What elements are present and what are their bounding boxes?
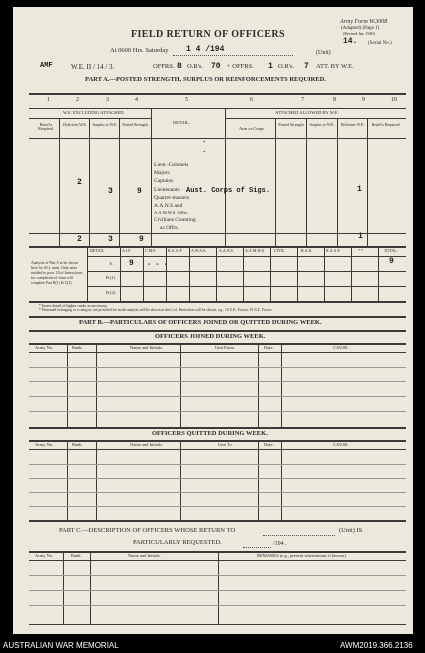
typed-deficient-att: 1 (357, 185, 362, 194)
serial-label: (Serial No.) (368, 41, 392, 46)
part-c-header-row: Army No. Rank. Name and Initials. REMARKS (e.g., present whereabouts if known). (35, 553, 347, 558)
analysis-total-value: 9 (389, 257, 394, 266)
analysis-row-b1: B.(1) (106, 275, 116, 280)
rank-item: A.A.N.S and (154, 203, 183, 210)
footnote-2: * Personnel belonging to a category not provided for in the analysis will be shown in this Col. Particulars will be shown, e.g., 10 U.K. Forces; 10 N.Z. Forces (39, 308, 272, 312)
joined-title: OFFICERS JOINED DURING WEEK. (155, 333, 266, 340)
typed-surplus: 3 (108, 187, 113, 196)
header-reinf-required: Reinf'ts Required. (38, 122, 54, 131)
joined-header-row: Army No. Rank. Name and Initials. Unit From. Date. CAUSE. (35, 345, 349, 350)
header-deficient-we: Deficient W.E. (63, 122, 87, 127)
footer-institution: AUSTRALIAN WAR MEMORIAL (3, 641, 119, 650)
plus-offrs-label: + OFFRS. (227, 63, 254, 70)
ors-value: 70 (211, 62, 221, 71)
ors2-label: O.R's. (278, 63, 294, 70)
analysis-instructions: Analysis of Part A to be shown here for ALL units. Only units entitled to para. 18 of Instructions for completion of form will complete Part B(1) & C(2). (31, 261, 83, 285)
rank-item: A.A.M.W.S. Offrs. (154, 210, 189, 216)
rank-item: Lieutenants (154, 186, 180, 193)
we-prefix: AMF (40, 62, 53, 70)
plus-offrs-value: 1 (268, 62, 273, 71)
form-adapted: (Adapted) (Page 1) (341, 26, 380, 31)
analysis-row-b2: B.(2) (106, 290, 116, 295)
column-numbers-row: 1 2 3 4 5 6 7 8 9 10 (47, 97, 397, 103)
we-excluding-attached-header: W.E. EXCLUDING ATTACHED. (63, 110, 125, 115)
ors2-value: 7 (304, 62, 309, 71)
header-surplus-we: Surplus to W.E. (92, 122, 118, 127)
footnote-1: * Insert detail of higher ranks as necessary. (39, 303, 108, 308)
rank-item: as Offrs. (160, 225, 179, 232)
at-hours-line: At 0600 Hrs. Saturday (110, 47, 169, 54)
typed-deficient: 2 (77, 178, 82, 187)
quitted-title: OFFICERS QUITTED DURING WEEK. (152, 430, 268, 437)
header-deficient-we-att: Deficient W.E. (340, 122, 365, 127)
analysis-aif-value: 9 (129, 259, 134, 268)
we-established: W.E. II / 14 / 3. (71, 63, 115, 71)
part-c-requested: PARTICULARLY REQUESTED. (133, 539, 222, 546)
header-posted-strength-att: Posted Strength. (278, 122, 305, 127)
unit-label: (Unit) (316, 50, 331, 56)
offrs-value: 8 (177, 62, 182, 71)
ranks-list (154, 161, 224, 233)
part-a-title: PART A.—POSTED STRENGTH, SURPLUS OR REINFORCEMENTS REQUIRED. (85, 76, 326, 83)
total-surplus: 3 (108, 235, 113, 244)
unit-number-typed: 14. (343, 37, 358, 46)
rank-item: Captains (154, 178, 174, 185)
header-surplus-we-att: Surplus to W.E. (309, 122, 335, 127)
part-c-unit-is: (Unit) IS (339, 527, 363, 534)
footer-accession-number: AWM2019.366.2136 (340, 641, 413, 650)
archive-footer (0, 640, 425, 653)
form-revised: (Revised Jan. 1940) (343, 31, 375, 36)
rank-item: Quarter-masters (154, 194, 190, 201)
header-detail: DETAIL. (173, 120, 191, 125)
part-c-year: /194 . (273, 541, 287, 547)
total-deficient-att: 1 (358, 232, 363, 241)
header-arm-or-corps: Arm or Corps. (239, 126, 266, 131)
offrs-label: OFFRS. (153, 63, 175, 70)
rank-item: Civilians Counting (154, 217, 196, 224)
analysis-cmf-value: - - - (147, 261, 169, 269)
rank-item: Majors (154, 170, 170, 177)
form-page: Army Form W.3008 (Adapted) (Page 1) (Revised Jan. 1940) FIELD RETURN OF OFFICERS 14. (Serial No.) At 0600 Hrs. Saturday 1 4 /194 (Unit) AMF W.E. II / 14 / 3. OFFRS. 8 O.R's. 70 + OFFRS. 1 O.R's. 7 ATT. BY W.E. PART A.—POSTED STRENGTH, SURPLUS OR REINFORCEMENTS REQUIRED. 1 2 3 4 5 6 7 8 9 10 W.E. EXCLUDING ATTACHED. ATTACHED ALLOWED BY W.E. Reinf'ts Required. Deficient W.E. Surplus to W.E. Posted Strength. DETAIL. Arm or Corps. Posted Strength. Surplus to W.E. Deficient W.E. Reinf'ts Required. * * Lieut.-Colonels Majors Captains Lieutenants Quarter-masters A.A.N.S and A.A.M.W.S. Offrs. Civilians Counting as Offrs. 2 3 9 Aust. Corps of Sigs. 1 2 3 9 1 Analysis of Part A to be shown here for ALL units. Only units entitled to para. 18 of Instructions for completion of form will complete Part B(1) & C(2). DETAIL. A.I.F. C.M.F. R.A.A.F. A.W.A.S. A.A.N.S. A.A.M.W.S. CIVIL. R.A.N. R.A.A.F. * * TOTAL. A. 9 - - - 9 B.(1) B.(2) * Insert detail of higher ranks as necessary. * Personnel belonging to a category not provided for in the analysis will be shown in this Col. Particulars will be shown, e.g., 10 U.K. Forces; 10 N.Z. Forces PART B.—PARTICULARS OF OFFICERS JOINED OR QUITTED DURING WEEK. OFFICERS JOINED DURING WEEK. Army No. Rank. Name and Initials. Unit From. Date. CAUSE. OFFICERS QUITTED DURING WEEK. Army No. Rank. Name and Initials. Unit To. Date. CAUSE. PART C.—DESCRIPTION OF OFFICERS WHOSE RETURN TO (Unit) IS PARTICULARLY REQUESTED. /194 . Army No. Rank. Name and Initials. REMARKS (e.g., present whereabouts if known). (13, 7, 413, 634)
typed-arm-corps: Aust. Corps of Sigs. (186, 187, 271, 195)
quitted-header-row: Army No. Rank. Name and Initials. Unit To. Date. CAUSE. (35, 442, 349, 447)
part-b-title: PART B.—PARTICULARS OF OFFICERS JOINED OR QUITTED DURING WEEK. (79, 319, 322, 326)
header-posted-strength: Posted Strength. (122, 122, 149, 127)
form-title: FIELD RETURN OF OFFICERS (131, 29, 285, 40)
part-c-title: PART C.—DESCRIPTION OF OFFICERS WHOSE RETURN TO (59, 527, 236, 534)
rank-item: Lieut.-Colonels (154, 162, 189, 168)
analysis-header-row: DETAIL. A.I.F. C.M.F. R.A.A.F. A.W.A.S. A.A.N.S. A.A.M.W.S. CIVIL. R.A.N. R.A.A.F. * * TOTAL. (90, 248, 398, 253)
ors-label: O.R's. (187, 63, 203, 70)
total-deficient: 2 (77, 235, 82, 244)
att-by-we-label: ATT. BY W.E. (316, 63, 354, 70)
total-posted: 9 (139, 235, 144, 244)
typed-posted: 9 (137, 187, 142, 196)
form-number: Army Form W.3008 (340, 19, 388, 25)
header-reinf-required-att: Reinf'ts Required. (371, 122, 401, 127)
date-typed: 1 4 /194 (186, 45, 225, 54)
attached-allowed-header: ATTACHED ALLOWED BY W.E. (275, 110, 339, 115)
analysis-row-a: A. (109, 261, 114, 266)
